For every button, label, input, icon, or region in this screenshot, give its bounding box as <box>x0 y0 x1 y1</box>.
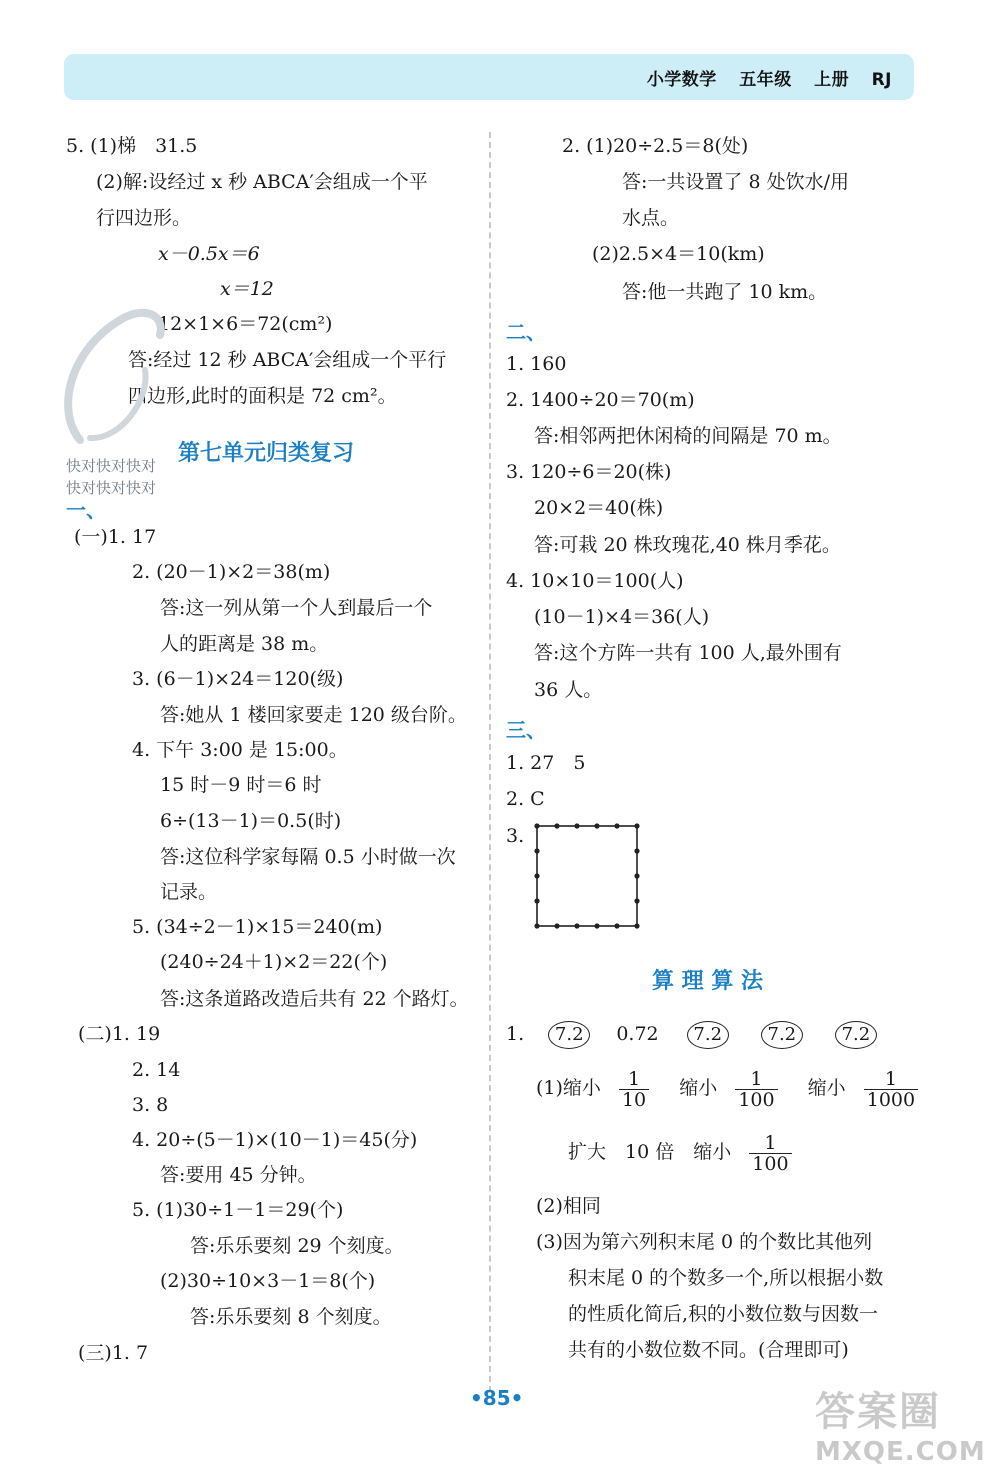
answer-line: 15 时－9 时＝6 时 <box>160 774 322 796</box>
unit-title: 第七单元归类复习 <box>178 441 355 466</box>
header-volume: 上册 <box>814 70 850 90</box>
fraction <box>864 1069 918 1110</box>
answer-line: (3)因为第六列积末尾 0 的个数比其他列 <box>536 1231 873 1253</box>
answer-line: 2. 14 <box>132 1059 181 1081</box>
fraction <box>735 1069 777 1110</box>
answer-line: 3. (6－1)×24＝120(级) <box>132 668 344 690</box>
section-heading: 三、 <box>506 718 546 742</box>
answer-line: 20×2＝40(株) <box>534 497 664 519</box>
plain-answer: 0.72 <box>616 1023 659 1045</box>
answer-line: 答:他一共跑了 10 km。 <box>622 281 828 303</box>
answer-line: 4. 10×10＝100(人) <box>506 570 684 592</box>
answer-line: 36 人。 <box>534 679 603 701</box>
answer-line: 答:可栽 20 株玫瑰花,40 株月季花。 <box>534 534 841 556</box>
circled-answer: 7.2 <box>548 1021 590 1049</box>
answer-line <box>536 1066 922 1110</box>
answer-line: 6÷(13－1)＝0.5(时) <box>160 810 342 832</box>
answer-line: 答:要用 45 分钟。 <box>160 1164 317 1186</box>
answer-line: (2)2.5×4＝10(km) <box>592 243 765 265</box>
text-fragment: (1)缩小 <box>536 1077 601 1099</box>
answer-line: (2)30÷10×3－1＝8(个) <box>160 1270 376 1292</box>
answer-line: 3. 120÷6＝20(株) <box>506 461 672 483</box>
logo-site: MXQE.COM <box>815 1437 986 1467</box>
answer-line: (二)1. 19 <box>78 1023 161 1045</box>
answer-line: 答:这位科学家每隔 0.5 小时做一次 <box>160 846 456 868</box>
fraction-denominator: 100 <box>752 1152 789 1175</box>
answer-line <box>568 1130 796 1174</box>
text-fragment: 缩小 <box>679 1077 718 1099</box>
answer-line: (一)1. 17 <box>74 526 157 548</box>
answer-line: (2)解:设经过 x 秒 ABCA′会组成一个平 <box>96 171 428 193</box>
answer-line: 5. (34÷2－1)×15＝240(m) <box>132 916 383 938</box>
watermark-text: 快对快对快对 <box>66 479 157 497</box>
site-logo <box>815 1380 995 1467</box>
answer-line: 2. (20－1)×2＝38(m) <box>132 561 331 583</box>
method-title: 算 理 算 法 <box>652 969 763 994</box>
answer-line: 记录。 <box>160 881 218 903</box>
section-heading: 一、 <box>66 498 106 522</box>
answer-line: 3. <box>506 825 525 847</box>
item-label: 1. <box>506 1023 525 1045</box>
column-divider <box>489 132 491 1392</box>
answer-line: 答:一共设置了 8 处饮水/用 <box>622 171 849 193</box>
equation-line: 12×1×6＝72(cm²) <box>158 313 333 335</box>
answer-line: 1. 27 5 <box>506 752 586 774</box>
circled-answer: 7.2 <box>835 1021 877 1049</box>
equation-line: x－0.5x＝6 <box>158 243 260 265</box>
header-banner <box>64 54 914 100</box>
fraction-numerator: 1 <box>749 1133 791 1154</box>
answer-line: 4. 20÷(5－1)×(10－1)＝45(分) <box>132 1129 418 1151</box>
answer-line: 1. 160 <box>506 353 567 375</box>
answer-line: 3. 8 <box>132 1094 169 1116</box>
answer-line: 答:相邻两把休闲椅的间隔是 70 m。 <box>534 425 842 447</box>
fraction-denominator: 100 <box>738 1088 775 1111</box>
answer-line: 5. (1)梯 31.5 <box>66 135 198 157</box>
section-heading: 二、 <box>506 320 546 344</box>
answer-line: 4. 下午 3:00 是 15:00。 <box>132 739 348 761</box>
text-fragment: 扩大 10 倍 缩小 <box>568 1141 732 1163</box>
answer-line: 2. (1)20÷2.5＝8(处) <box>562 135 749 157</box>
answer-line: 人的距离是 38 m。 <box>160 633 329 655</box>
header-text <box>631 65 892 90</box>
header-edition: RJ <box>871 70 892 90</box>
answer-line: 积末尾 0 的个数多一个,所以根据小数 <box>568 1267 884 1289</box>
circled-answer: 7.2 <box>761 1021 803 1049</box>
fraction <box>749 1133 791 1174</box>
answer-line: 答:乐乐要刻 8 个刻度。 <box>190 1306 392 1328</box>
text-fragment: 缩小 <box>807 1077 846 1099</box>
answer-line: 答:这个方阵一共有 100 人,最外围有 <box>534 642 842 664</box>
answer-line: 行四边形。 <box>96 207 192 229</box>
square-dots-diagram <box>530 820 646 932</box>
fraction-denominator: 1000 <box>866 1088 916 1111</box>
fraction <box>619 1069 649 1110</box>
logo-text: 答案圈 <box>815 1389 941 1435</box>
answer-line: 答:这条道路改造后共有 22 个路灯。 <box>160 988 469 1010</box>
circled-answer: 7.2 <box>687 1021 729 1049</box>
answer-line: 答:她从 1 楼回家要走 120 级台阶。 <box>160 704 467 726</box>
answer-line: 2. C <box>506 788 545 810</box>
answer-line: 5. (1)30÷1－1＝29(个) <box>132 1199 344 1221</box>
answer-line: 答:经过 12 秒 ABCA′会组成一个平行 <box>128 349 447 371</box>
page-number: •85• <box>470 1386 524 1410</box>
answer-line: (三)1. 7 <box>78 1342 149 1364</box>
equation-line: x＝12 <box>220 278 274 300</box>
answer-line: 四边形,此时的面积是 72 cm²。 <box>128 385 397 407</box>
header-subject: 小学数学 <box>646 70 717 90</box>
header-grade: 五年级 <box>739 70 792 90</box>
answer-line: 的性质化简后,积的小数位数与因数一 <box>568 1303 879 1325</box>
watermark-stamp-icon <box>50 290 180 450</box>
fraction-numerator: 1 <box>864 1069 918 1090</box>
watermark-text: 快对快对快对 <box>66 457 157 475</box>
answer-line <box>506 1020 877 1049</box>
answer-line: (10－1)×4＝36(人) <box>534 606 710 628</box>
answer-line: 水点。 <box>622 207 680 229</box>
answer-line: 答:乐乐要刻 29 个刻度。 <box>190 1235 404 1257</box>
answer-line: (240÷24＋1)×2＝22(个) <box>160 951 388 973</box>
answer-line: (2)相同 <box>536 1195 601 1217</box>
answer-line: 共有的小数位数不同。(合理即可) <box>568 1339 849 1361</box>
fraction-numerator: 1 <box>619 1069 649 1090</box>
answer-line: 答:这一列从第一个人到最后一个 <box>160 597 433 619</box>
fraction-numerator: 1 <box>735 1069 777 1090</box>
answer-line: 2. 1400÷20＝70(m) <box>506 389 695 411</box>
fraction-denominator: 10 <box>621 1088 647 1111</box>
